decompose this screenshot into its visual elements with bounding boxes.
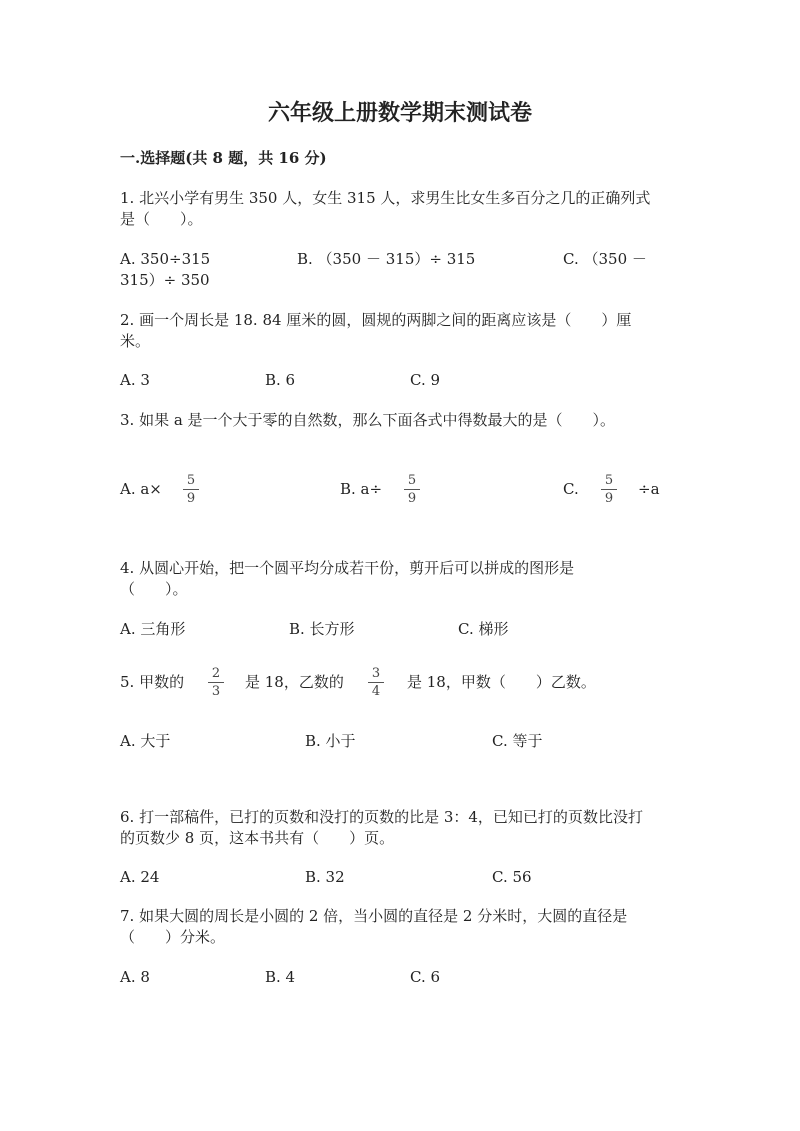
option-a[interactable]: A. 24 <box>120 868 160 886</box>
question-text: 的页数少 8 页，这本书共有（ ）页。 <box>120 829 395 847</box>
question-text: 6. 打一部稿件，已打的页数和没打的页数的比是 3：4，已知已打的页数比没打 <box>120 808 643 826</box>
option-c-suffix: ÷a <box>638 480 660 498</box>
option-c[interactable]: C. <box>563 480 579 498</box>
option-a[interactable]: A. 350÷315 <box>120 250 211 268</box>
fraction-denominator: 9 <box>186 491 196 506</box>
fraction-bar <box>404 489 420 490</box>
option-b[interactable]: B. a÷ <box>340 480 383 498</box>
option-b[interactable]: B. 32 <box>305 868 345 886</box>
fraction-numerator: 2 <box>211 666 221 681</box>
question-text: 5. 甲数的 <box>120 673 185 691</box>
option-c[interactable]: C. 6 <box>410 968 441 986</box>
question-text: 是 18，乙数的 <box>245 673 344 691</box>
fraction-five-ninths <box>601 473 617 506</box>
option-c[interactable]: C. 56 <box>492 868 532 886</box>
fraction-bar <box>183 489 199 490</box>
question-text: 4. 从圆心开始，把一个圆平均分成若干份，剪开后可以拼成的图形是 <box>120 559 575 577</box>
fraction-five-ninths <box>404 473 420 506</box>
fraction-three-quarters <box>368 666 384 699</box>
question-text: （ ）。 <box>120 580 188 598</box>
fraction-bar <box>368 682 384 683</box>
option-b[interactable]: B. 6 <box>265 371 296 389</box>
option-a[interactable]: A. 3 <box>120 371 150 389</box>
fraction-bar <box>208 682 224 683</box>
fraction-denominator: 9 <box>604 491 614 506</box>
fraction-denominator: 9 <box>407 491 417 506</box>
question-text: 1. 北兴小学有男生 350 人，女生 315 人，求男生比女生多百分之几的正确列式 <box>120 189 651 207</box>
fraction-bar <box>601 489 617 490</box>
section-heading: 一.选择题(共 8 题，共 16 分) <box>120 149 327 167</box>
question-text: 7. 如果大圆的周长是小圆的 2 倍，当小圆的直径是 2 分米时，大圆的直径是 <box>120 907 628 925</box>
option-a[interactable]: A. 三角形 <box>120 620 186 638</box>
option-wrap-text: 315）÷ 350 <box>120 271 210 289</box>
fraction-numerator: 3 <box>371 666 381 681</box>
option-a[interactable]: A. 大于 <box>120 732 171 750</box>
fraction-numerator: 5 <box>186 473 196 488</box>
question-text: 是 18，甲数（ ）乙数。 <box>407 673 596 691</box>
option-c[interactable]: C. （350 － <box>563 250 647 268</box>
fraction-denominator: 3 <box>211 684 221 699</box>
fraction-two-thirds <box>208 666 224 699</box>
question-text: 是（ ）。 <box>120 210 203 228</box>
option-a[interactable]: A. a× <box>120 480 162 498</box>
fraction-numerator: 5 <box>407 473 417 488</box>
option-a[interactable]: A. 8 <box>120 968 150 986</box>
fraction-denominator: 4 <box>371 684 381 699</box>
question-text: （ ）分米。 <box>120 928 226 946</box>
question-text: 米。 <box>120 332 151 350</box>
page-title: 六年级上册数学期末测试卷 <box>267 100 532 126</box>
question-text: 2. 画一个周长是 18. 84 厘米的圆，圆规的两脚之间的距离应该是（ ）厘 <box>120 311 632 329</box>
option-b[interactable]: B. 长方形 <box>289 620 355 638</box>
option-c[interactable]: C. 梯形 <box>458 620 509 638</box>
option-b[interactable]: B. （350 － 315）÷ 315 <box>297 250 476 268</box>
fraction-numerator: 5 <box>604 473 614 488</box>
fraction-five-ninths <box>183 473 199 506</box>
option-b[interactable]: B. 小于 <box>305 732 356 750</box>
option-c[interactable]: C. 等于 <box>492 732 543 750</box>
option-c[interactable]: C. 9 <box>410 371 441 389</box>
question-text: 3. 如果 a 是一个大于零的自然数，那么下面各式中得数最大的是（ ）。 <box>120 411 616 429</box>
option-b[interactable]: B. 4 <box>265 968 296 986</box>
